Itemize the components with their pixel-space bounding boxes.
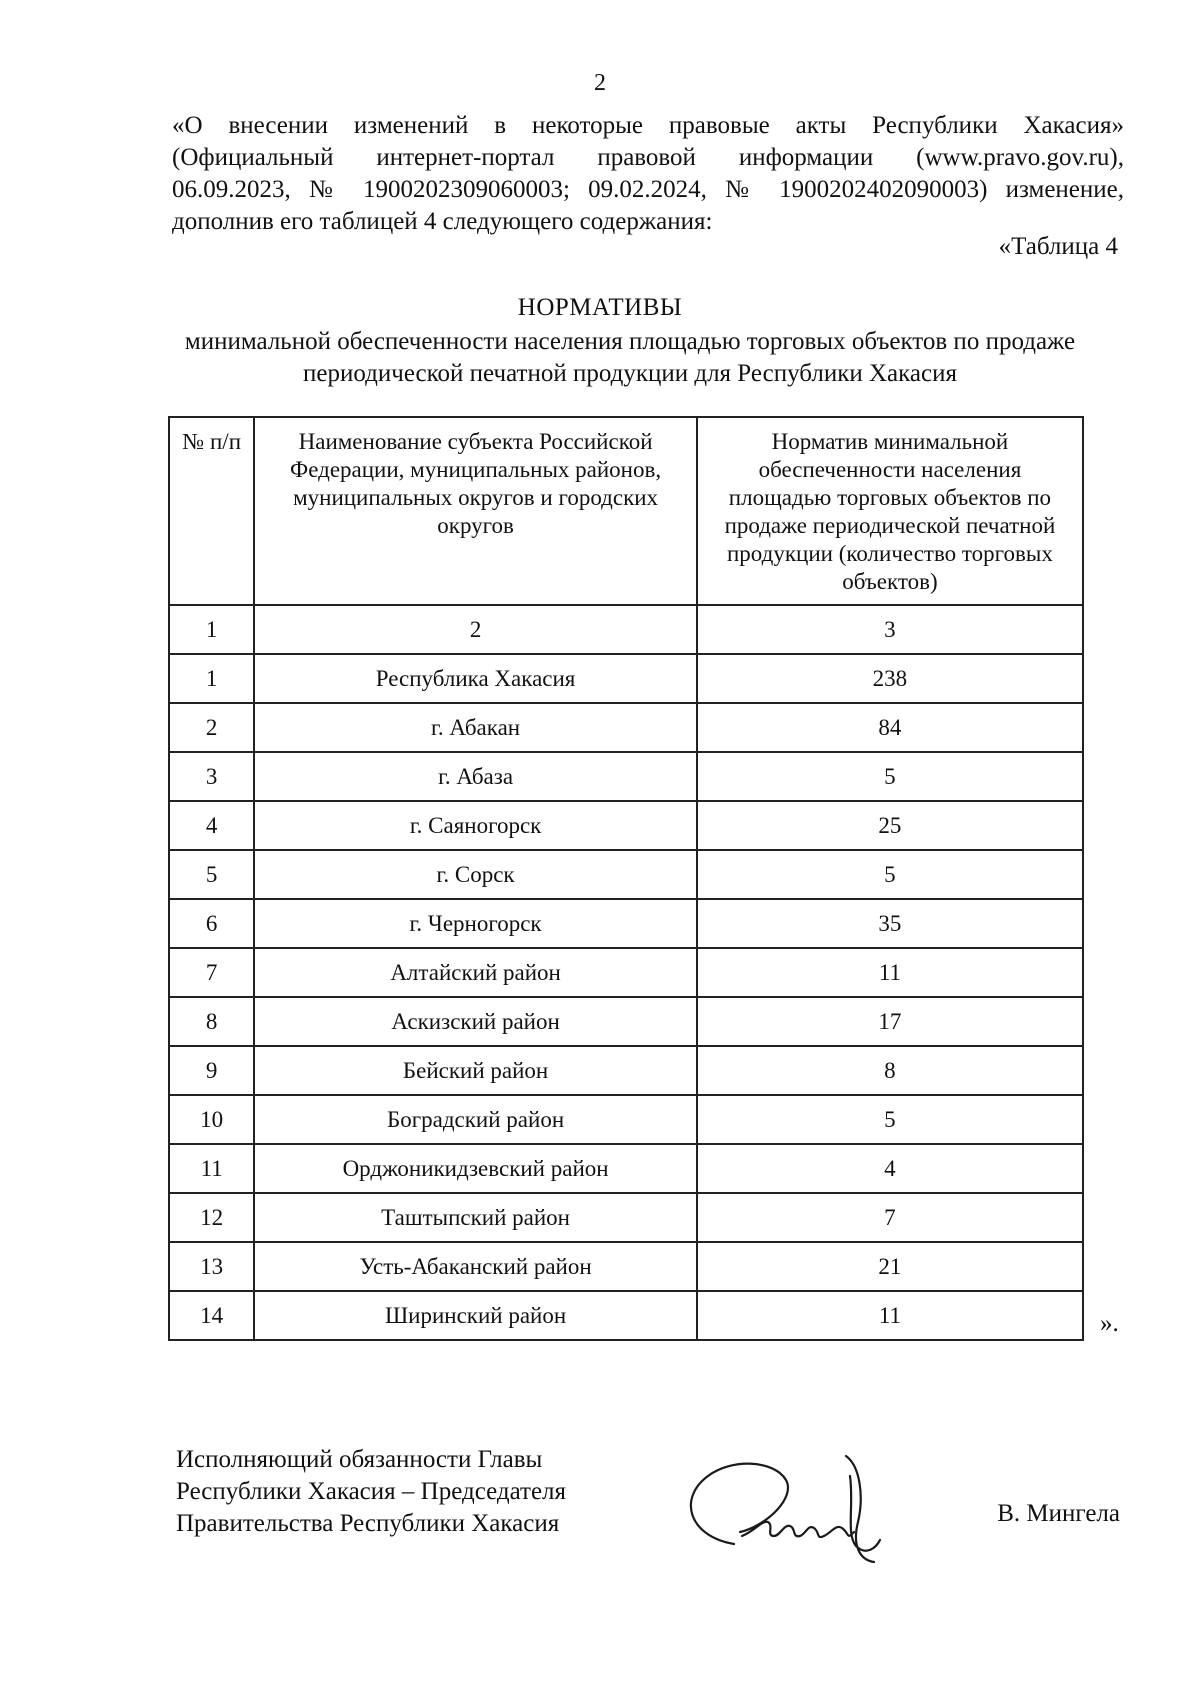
intro-line: дополнив его таблицей 4 следующего содержания: [172,208,713,235]
table-row [169,703,1083,752]
table-row [169,1291,1083,1340]
row-name: Орджоникидзевский район [254,1144,697,1193]
document-title: НОРМАТИВЫ [517,294,683,321]
row-name: Ширинский район [254,1291,697,1340]
table-row [169,997,1083,1046]
table-row [169,899,1083,948]
row-number: 14 [169,1291,254,1340]
header-num: № п/п [169,417,254,605]
row-name: Аскизский район [254,997,697,1046]
table-row [169,1144,1083,1193]
table-row [169,1242,1083,1291]
row-number: 5 [169,850,254,899]
table-header-row [169,417,1083,605]
row-number: 13 [169,1242,254,1291]
table-row [169,850,1083,899]
row-name: г. Саяногорск [254,801,697,850]
row-value: 5 [697,1095,1083,1144]
signer-title-line: Республики Хакасия – Председателя [176,1478,567,1505]
row-name: Алтайский район [254,948,697,997]
row-value: 84 [697,703,1083,752]
header-name: Наименование субъекта Российской Федерации, муниципальных районов, муниципальных округов и городских округов [254,417,697,605]
page-number: 2 [594,70,606,96]
table-row [169,1095,1083,1144]
row-name: г. Сорск [254,850,697,899]
closing-quote: ». [1100,1310,1119,1337]
row-number: 9 [169,1046,254,1095]
signer-title-line: Правительства Республики Хакасия [176,1510,560,1537]
row-value: 4 [697,1144,1083,1193]
row-number: 3 [169,752,254,801]
row-name: г. Черногорск [254,899,697,948]
row-value: 17 [697,997,1083,1046]
row-value: 25 [697,801,1083,850]
row-value: 11 [697,1291,1083,1340]
row-value: 7 [697,1193,1083,1242]
row-name: Бейский район [254,1046,697,1095]
row-value: 11 [697,948,1083,997]
signer-title-line: Исполняющий обязанности Главы [176,1446,543,1473]
subtitle-line: минимальной обеспеченности населения площадью торговых объектов по продаже [184,328,1076,355]
row-number: 12 [169,1193,254,1242]
row-name: Таштыпский район [254,1193,697,1242]
signer-title [176,1444,566,1540]
row-number: 7 [169,948,254,997]
row-name: Республика Хакасия [254,654,697,703]
row-value: 8 [697,1046,1083,1095]
intro-line: (Официальный интернет-портал правовой информации (www.pravo.gov.ru), [172,144,1124,171]
intro-line: «О внесении изменений в некоторые правовые акты Республики Хакасия» [172,112,1124,139]
row-value: 238 [697,654,1083,703]
table-row [169,801,1083,850]
column-number-row [169,605,1083,654]
row-name: г. Абакан [254,703,697,752]
row-number: 6 [169,899,254,948]
header-norm: Норматив минимальной обеспеченности населения площадью торговых объектов по продаже периодической печатной продукции (количество торговых объектов) [697,417,1083,605]
row-name: Усть-Абаканский район [254,1242,697,1291]
row-number: 2 [169,703,254,752]
column-number: 2 [254,605,697,654]
row-number: 4 [169,801,254,850]
subtitle-line: периодической печатной продукции для Республики Хакасия [303,360,957,387]
table-row [169,752,1083,801]
table-row [169,654,1083,703]
table-row [169,1193,1083,1242]
column-number: 3 [697,605,1083,654]
row-number: 10 [169,1095,254,1144]
signer-name: В. Мингела [997,1500,1120,1527]
table-row [169,948,1083,997]
row-number: 1 [169,654,254,703]
handwritten-signature [670,1436,910,1566]
row-number: 8 [169,997,254,1046]
row-value: 35 [697,899,1083,948]
row-number: 11 [169,1144,254,1193]
document-subtitle [150,326,1110,390]
norms-table [168,416,1084,1341]
intro-paragraph [172,110,1124,238]
row-value: 5 [697,850,1083,899]
table-row [169,1046,1083,1095]
intro-line: 06.09.2023, № 1900202309060003; 09.02.2024, № 1900202402090003) изменение, [172,176,1124,203]
row-name: Боградский район [254,1095,697,1144]
table-reference: «Таблица 4 [998,233,1118,260]
column-number: 1 [169,605,254,654]
row-value: 21 [697,1242,1083,1291]
row-name: г. Абаза [254,752,697,801]
row-value: 5 [697,752,1083,801]
